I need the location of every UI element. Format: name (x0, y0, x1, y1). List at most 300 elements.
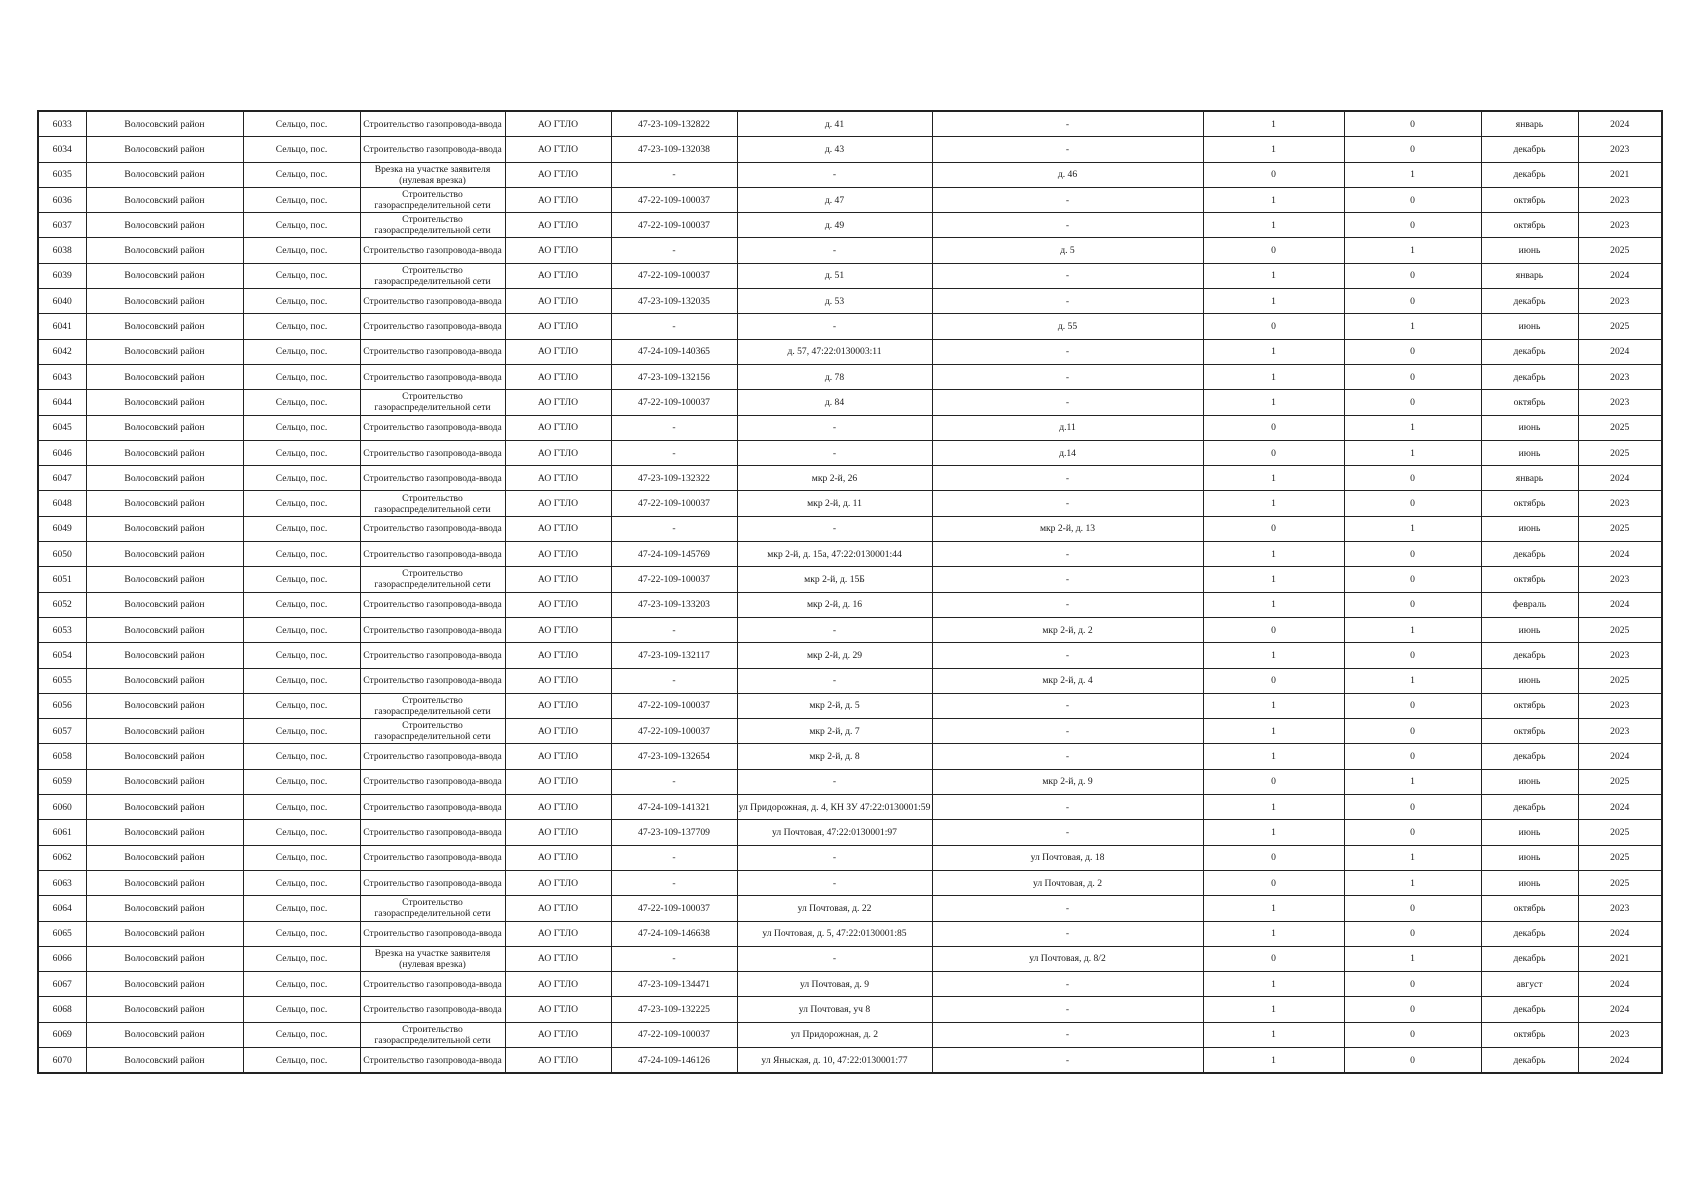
cell-operator: АО ГТЛО (505, 795, 611, 820)
cell-operator: АО ГТЛО (505, 567, 611, 592)
cell-planned: 0 (1344, 567, 1481, 592)
cell-work-type: Строительство газораспределительной сети (360, 187, 505, 212)
cell-permit: 47-22-109-100037 (611, 213, 737, 238)
cell-month: июнь (1481, 870, 1578, 895)
cell-address-built: д. 49 (737, 213, 932, 238)
cell-year: 2025 (1578, 516, 1662, 541)
cell-address-planned: - (932, 795, 1203, 820)
table-row (38, 946, 1662, 971)
cell-address-built: ул Почтовая, д. 5, 47:22:0130001:85 (737, 921, 932, 946)
table-row (38, 238, 1662, 263)
cell-done: 1 (1203, 466, 1344, 491)
cell-no: 6065 (38, 921, 86, 946)
table-row (38, 769, 1662, 794)
cell-work-type: Строительство газопровода-ввода (360, 870, 505, 895)
cell-year: 2021 (1578, 946, 1662, 971)
cell-operator: АО ГТЛО (505, 516, 611, 541)
cell-settlement: Сельцо, пос. (243, 845, 360, 870)
cell-planned: 1 (1344, 516, 1481, 541)
cell-operator: АО ГТЛО (505, 263, 611, 288)
cell-address-built: мкр 2-й, д. 16 (737, 592, 932, 617)
cell-permit: 47-22-109-100037 (611, 719, 737, 744)
cell-year: 2023 (1578, 390, 1662, 415)
cell-planned: 0 (1344, 744, 1481, 769)
cell-permit: 47-23-109-132225 (611, 997, 737, 1022)
cell-work-type: Строительство газопровода-ввода (360, 972, 505, 997)
cell-district: Волосовский район (86, 820, 243, 845)
cell-work-type: Врезка на участке заявителя (нулевая врезка) (360, 946, 505, 971)
cell-permit: 47-23-109-132038 (611, 137, 737, 162)
cell-no: 6043 (38, 364, 86, 389)
cell-year: 2023 (1578, 896, 1662, 921)
cell-settlement: Сельцо, пос. (243, 820, 360, 845)
cell-settlement: Сельцо, пос. (243, 896, 360, 921)
cell-no: 6067 (38, 972, 86, 997)
cell-address-planned: ул Почтовая, д. 2 (932, 870, 1203, 895)
cell-no: 6053 (38, 617, 86, 642)
cell-done: 1 (1203, 542, 1344, 567)
cell-month: июнь (1481, 617, 1578, 642)
cell-address-planned: - (932, 744, 1203, 769)
cell-done: 0 (1203, 440, 1344, 465)
cell-operator: АО ГТЛО (505, 870, 611, 895)
cell-month: декабрь (1481, 542, 1578, 567)
cell-permit: 47-23-109-132654 (611, 744, 737, 769)
cell-year: 2023 (1578, 1022, 1662, 1047)
cell-settlement: Сельцо, пос. (243, 693, 360, 718)
cell-planned: 0 (1344, 693, 1481, 718)
cell-operator: АО ГТЛО (505, 719, 611, 744)
table-row (38, 845, 1662, 870)
cell-operator: АО ГТЛО (505, 946, 611, 971)
cell-operator: АО ГТЛО (505, 339, 611, 364)
cell-month: июнь (1481, 314, 1578, 339)
cell-planned: 0 (1344, 137, 1481, 162)
cell-planned: 0 (1344, 339, 1481, 364)
cell-year: 2023 (1578, 364, 1662, 389)
cell-no: 6063 (38, 870, 86, 895)
cell-done: 0 (1203, 617, 1344, 642)
cell-month: декабрь (1481, 162, 1578, 187)
cell-planned: 0 (1344, 1022, 1481, 1047)
cell-permit: 47-22-109-100037 (611, 491, 737, 516)
cell-address-planned: д.11 (932, 415, 1203, 440)
cell-address-planned: - (932, 719, 1203, 744)
cell-operator: АО ГТЛО (505, 162, 611, 187)
cell-address-planned: д. 46 (932, 162, 1203, 187)
cell-no: 6034 (38, 137, 86, 162)
table-row (38, 795, 1662, 820)
cell-done: 1 (1203, 1047, 1344, 1073)
cell-operator: АО ГТЛО (505, 491, 611, 516)
cell-planned: 0 (1344, 111, 1481, 137)
cell-month: декабрь (1481, 339, 1578, 364)
cell-operator: АО ГТЛО (505, 820, 611, 845)
cell-planned: 1 (1344, 314, 1481, 339)
cell-address-built: - (737, 946, 932, 971)
cell-planned: 1 (1344, 769, 1481, 794)
cell-month: октябрь (1481, 567, 1578, 592)
cell-year: 2024 (1578, 466, 1662, 491)
table-row (38, 137, 1662, 162)
cell-address-planned: - (932, 339, 1203, 364)
cell-operator: АО ГТЛО (505, 364, 611, 389)
cell-year: 2025 (1578, 820, 1662, 845)
cell-month: декабрь (1481, 921, 1578, 946)
cell-planned: 1 (1344, 415, 1481, 440)
cell-settlement: Сельцо, пос. (243, 921, 360, 946)
cell-work-type: Врезка на участке заявителя (нулевая врезка) (360, 162, 505, 187)
cell-planned: 1 (1344, 162, 1481, 187)
cell-settlement: Сельцо, пос. (243, 187, 360, 212)
cell-settlement: Сельцо, пос. (243, 415, 360, 440)
cell-permit: 47-23-109-132156 (611, 364, 737, 389)
cell-year: 2024 (1578, 111, 1662, 137)
cell-address-built: ул Почтовая, д. 22 (737, 896, 932, 921)
cell-no: 6056 (38, 693, 86, 718)
cell-permit: - (611, 870, 737, 895)
cell-permit: 47-23-109-132117 (611, 643, 737, 668)
cell-planned: 1 (1344, 668, 1481, 693)
cell-address-built: мкр 2-й, 26 (737, 466, 932, 491)
cell-district: Волосовский район (86, 719, 243, 744)
cell-year: 2024 (1578, 542, 1662, 567)
cell-address-built: - (737, 845, 932, 870)
cell-permit: 47-22-109-100037 (611, 693, 737, 718)
cell-address-planned: д. 5 (932, 238, 1203, 263)
cell-done: 1 (1203, 693, 1344, 718)
cell-year: 2024 (1578, 263, 1662, 288)
cell-work-type: Строительство газопровода-ввода (360, 440, 505, 465)
table-row (38, 263, 1662, 288)
cell-month: июнь (1481, 845, 1578, 870)
cell-year: 2023 (1578, 643, 1662, 668)
cell-year: 2025 (1578, 415, 1662, 440)
cell-month: октябрь (1481, 896, 1578, 921)
cell-month: декабрь (1481, 795, 1578, 820)
cell-address-built: д. 53 (737, 289, 932, 314)
cell-done: 1 (1203, 567, 1344, 592)
cell-month: август (1481, 972, 1578, 997)
cell-work-type: Строительство газопровода-ввода (360, 516, 505, 541)
table-row (38, 314, 1662, 339)
cell-address-built: мкр 2-й, д. 8 (737, 744, 932, 769)
cell-month: октябрь (1481, 693, 1578, 718)
table-row (38, 415, 1662, 440)
cell-permit: 47-22-109-100037 (611, 263, 737, 288)
cell-address-planned: - (932, 491, 1203, 516)
cell-operator: АО ГТЛО (505, 643, 611, 668)
cell-work-type: Строительство газораспределительной сети (360, 213, 505, 238)
cell-district: Волосовский район (86, 314, 243, 339)
cell-address-built: - (737, 516, 932, 541)
cell-planned: 1 (1344, 946, 1481, 971)
cell-address-built: мкр 2-й, д. 7 (737, 719, 932, 744)
cell-done: 0 (1203, 769, 1344, 794)
cell-planned: 0 (1344, 997, 1481, 1022)
cell-month: январь (1481, 111, 1578, 137)
table-row (38, 1022, 1662, 1047)
cell-planned: 0 (1344, 1047, 1481, 1073)
cell-address-built: д. 78 (737, 364, 932, 389)
cell-address-built: мкр 2-й, д. 15а, 47:22:0130001:44 (737, 542, 932, 567)
cell-operator: АО ГТЛО (505, 415, 611, 440)
cell-planned: 0 (1344, 390, 1481, 415)
cell-operator: АО ГТЛО (505, 137, 611, 162)
cell-district: Волосовский район (86, 972, 243, 997)
cell-no: 6070 (38, 1047, 86, 1073)
cell-operator: АО ГТЛО (505, 390, 611, 415)
cell-done: 0 (1203, 516, 1344, 541)
cell-district: Волосовский район (86, 111, 243, 137)
cell-permit: 47-23-109-132322 (611, 466, 737, 491)
cell-settlement: Сельцо, пос. (243, 668, 360, 693)
cell-permit: 47-24-109-141321 (611, 795, 737, 820)
cell-operator: АО ГТЛО (505, 238, 611, 263)
cell-done: 1 (1203, 1022, 1344, 1047)
cell-year: 2024 (1578, 795, 1662, 820)
cell-month: июнь (1481, 769, 1578, 794)
cell-no: 6050 (38, 542, 86, 567)
cell-address-built: д. 84 (737, 390, 932, 415)
cell-no: 6061 (38, 820, 86, 845)
cell-permit: 47-23-109-133203 (611, 592, 737, 617)
cell-month: октябрь (1481, 491, 1578, 516)
cell-address-planned: - (932, 213, 1203, 238)
cell-done: 0 (1203, 162, 1344, 187)
cell-month: декабрь (1481, 744, 1578, 769)
cell-work-type: Строительство газопровода-ввода (360, 769, 505, 794)
cell-district: Волосовский район (86, 137, 243, 162)
cell-address-planned: - (932, 567, 1203, 592)
cell-work-type: Строительство газопровода-ввода (360, 466, 505, 491)
cell-year: 2023 (1578, 567, 1662, 592)
table-row (38, 390, 1662, 415)
cell-no: 6035 (38, 162, 86, 187)
cell-month: декабрь (1481, 289, 1578, 314)
cell-year: 2023 (1578, 491, 1662, 516)
cell-address-planned: - (932, 466, 1203, 491)
cell-planned: 0 (1344, 592, 1481, 617)
cell-permit: - (611, 415, 737, 440)
cell-permit: - (611, 238, 737, 263)
cell-district: Волосовский район (86, 617, 243, 642)
table-row (38, 668, 1662, 693)
cell-address-built: - (737, 617, 932, 642)
cell-address-built: - (737, 668, 932, 693)
table-row (38, 289, 1662, 314)
cell-done: 0 (1203, 870, 1344, 895)
table-row (38, 364, 1662, 389)
cell-no: 6054 (38, 643, 86, 668)
table-row (38, 870, 1662, 895)
cell-address-built: - (737, 870, 932, 895)
cell-work-type: Строительство газораспределительной сети (360, 491, 505, 516)
cell-settlement: Сельцо, пос. (243, 946, 360, 971)
cell-month: декабрь (1481, 946, 1578, 971)
cell-planned: 0 (1344, 542, 1481, 567)
cell-operator: АО ГТЛО (505, 972, 611, 997)
cell-year: 2024 (1578, 997, 1662, 1022)
cell-address-built: д. 47 (737, 187, 932, 212)
cell-address-planned: - (932, 390, 1203, 415)
cell-district: Волосовский район (86, 339, 243, 364)
cell-no: 6038 (38, 238, 86, 263)
cell-district: Волосовский район (86, 289, 243, 314)
cell-settlement: Сельцо, пос. (243, 263, 360, 288)
table-row (38, 111, 1662, 137)
cell-address-planned: - (932, 592, 1203, 617)
cell-permit: 47-23-109-137709 (611, 820, 737, 845)
cell-work-type: Строительство газопровода-ввода (360, 744, 505, 769)
cell-work-type: Строительство газопровода-ввода (360, 997, 505, 1022)
cell-work-type: Строительство газораспределительной сети (360, 1022, 505, 1047)
cell-settlement: Сельцо, пос. (243, 162, 360, 187)
cell-settlement: Сельцо, пос. (243, 997, 360, 1022)
table-row (38, 440, 1662, 465)
cell-operator: АО ГТЛО (505, 542, 611, 567)
cell-work-type: Строительство газопровода-ввода (360, 542, 505, 567)
cell-no: 6058 (38, 744, 86, 769)
cell-year: 2021 (1578, 162, 1662, 187)
cell-permit: 47-24-109-146126 (611, 1047, 737, 1073)
cell-settlement: Сельцо, пос. (243, 592, 360, 617)
cell-district: Волосовский район (86, 1022, 243, 1047)
cell-no: 6046 (38, 440, 86, 465)
table-body (38, 111, 1662, 1073)
cell-operator: АО ГТЛО (505, 845, 611, 870)
cell-no: 6060 (38, 795, 86, 820)
cell-done: 1 (1203, 795, 1344, 820)
cell-planned: 0 (1344, 213, 1481, 238)
cell-address-built: - (737, 238, 932, 263)
cell-settlement: Сельцо, пос. (243, 137, 360, 162)
cell-work-type: Строительство газопровода-ввода (360, 137, 505, 162)
table-row (38, 466, 1662, 491)
table-row (38, 820, 1662, 845)
cell-month: февраль (1481, 592, 1578, 617)
cell-address-built: ул Почтовая, уч 8 (737, 997, 932, 1022)
cell-done: 1 (1203, 820, 1344, 845)
cell-year: 2025 (1578, 238, 1662, 263)
cell-permit: - (611, 440, 737, 465)
cell-year: 2024 (1578, 744, 1662, 769)
cell-work-type: Строительство газопровода-ввода (360, 820, 505, 845)
cell-settlement: Сельцо, пос. (243, 769, 360, 794)
cell-planned: 0 (1344, 972, 1481, 997)
cell-district: Волосовский район (86, 213, 243, 238)
cell-year: 2023 (1578, 213, 1662, 238)
cell-address-built: - (737, 440, 932, 465)
cell-permit: 47-23-109-132822 (611, 111, 737, 137)
cell-no: 6068 (38, 997, 86, 1022)
cell-address-planned: д. 55 (932, 314, 1203, 339)
table-row (38, 972, 1662, 997)
cell-done: 1 (1203, 339, 1344, 364)
cell-planned: 0 (1344, 921, 1481, 946)
cell-district: Волосовский район (86, 263, 243, 288)
cell-address-built: - (737, 162, 932, 187)
cell-district: Волосовский район (86, 567, 243, 592)
table-row (38, 491, 1662, 516)
cell-operator: АО ГТЛО (505, 744, 611, 769)
cell-address-built: мкр 2-й, д. 11 (737, 491, 932, 516)
cell-address-planned: - (932, 997, 1203, 1022)
cell-address-planned: - (932, 896, 1203, 921)
cell-address-built: ул Почтовая, 47:22:0130001:97 (737, 820, 932, 845)
cell-address-planned: - (932, 289, 1203, 314)
cell-work-type: Строительство газопровода-ввода (360, 592, 505, 617)
cell-address-built: ул Придорожная, д. 4, КН ЗУ 47:22:0130001:59 (737, 795, 932, 820)
cell-address-built: д. 43 (737, 137, 932, 162)
cell-month: январь (1481, 263, 1578, 288)
cell-work-type: Строительство газораспределительной сети (360, 390, 505, 415)
cell-address-planned: ул Почтовая, д. 8/2 (932, 946, 1203, 971)
cell-month: октябрь (1481, 1022, 1578, 1047)
cell-month: октябрь (1481, 719, 1578, 744)
cell-no: 6062 (38, 845, 86, 870)
cell-address-planned: - (932, 693, 1203, 718)
cell-operator: АО ГТЛО (505, 289, 611, 314)
cell-done: 0 (1203, 668, 1344, 693)
cell-year: 2023 (1578, 719, 1662, 744)
cell-year: 2025 (1578, 870, 1662, 895)
cell-work-type: Строительство газопровода-ввода (360, 617, 505, 642)
table-row (38, 567, 1662, 592)
cell-year: 2024 (1578, 1047, 1662, 1073)
cell-work-type: Строительство газопровода-ввода (360, 845, 505, 870)
cell-permit: - (611, 845, 737, 870)
cell-done: 1 (1203, 213, 1344, 238)
cell-operator: АО ГТЛО (505, 592, 611, 617)
cell-planned: 0 (1344, 643, 1481, 668)
cell-district: Волосовский район (86, 870, 243, 895)
cell-no: 6051 (38, 567, 86, 592)
cell-planned: 0 (1344, 187, 1481, 212)
cell-district: Волосовский район (86, 997, 243, 1022)
cell-work-type: Строительство газораспределительной сети (360, 567, 505, 592)
cell-settlement: Сельцо, пос. (243, 1047, 360, 1073)
cell-done: 1 (1203, 972, 1344, 997)
cell-settlement: Сельцо, пос. (243, 719, 360, 744)
cell-year: 2025 (1578, 440, 1662, 465)
cell-district: Волосовский район (86, 668, 243, 693)
table-row (38, 339, 1662, 364)
cell-year: 2023 (1578, 187, 1662, 212)
cell-permit: 47-22-109-100037 (611, 1022, 737, 1047)
cell-planned: 1 (1344, 238, 1481, 263)
cell-permit: - (611, 516, 737, 541)
cell-operator: АО ГТЛО (505, 769, 611, 794)
cell-no: 6057 (38, 719, 86, 744)
cell-settlement: Сельцо, пос. (243, 339, 360, 364)
cell-no: 6033 (38, 111, 86, 137)
cell-month: июнь (1481, 238, 1578, 263)
cell-month: июнь (1481, 820, 1578, 845)
cell-address-planned: - (932, 187, 1203, 212)
cell-permit: 47-22-109-100037 (611, 896, 737, 921)
cell-no: 6069 (38, 1022, 86, 1047)
cell-operator: АО ГТЛО (505, 1022, 611, 1047)
cell-address-built: - (737, 314, 932, 339)
cell-done: 1 (1203, 111, 1344, 137)
cell-permit: 47-24-109-140365 (611, 339, 737, 364)
cell-month: октябрь (1481, 187, 1578, 212)
cell-district: Волосовский район (86, 415, 243, 440)
cell-settlement: Сельцо, пос. (243, 111, 360, 137)
cell-address-built: ул Почтовая, д. 9 (737, 972, 932, 997)
cell-settlement: Сельцо, пос. (243, 491, 360, 516)
